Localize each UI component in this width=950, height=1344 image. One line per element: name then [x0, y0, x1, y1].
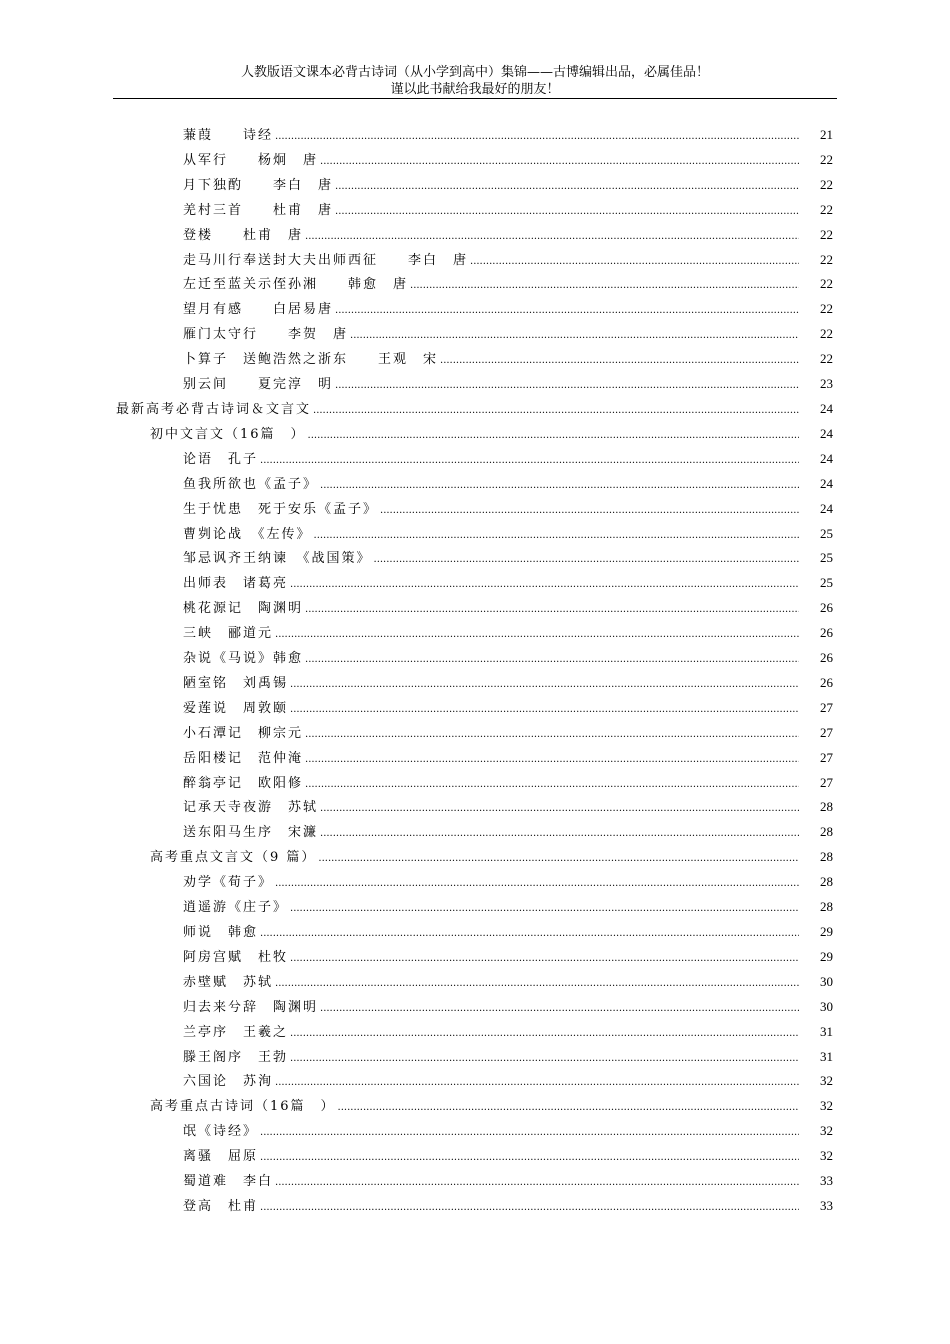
toc-entry-page-number: 24 [820, 400, 833, 416]
toc-dot-leader [305, 604, 799, 615]
toc-entry-page-number: 22 [820, 176, 833, 192]
toc-dot-leader [335, 380, 799, 391]
toc-entry[interactable] [113, 921, 837, 946]
toc-dot-leader [320, 156, 799, 167]
toc-entry[interactable] [113, 1046, 837, 1071]
toc-entry[interactable] [113, 896, 837, 921]
toc-entry[interactable] [113, 1070, 837, 1095]
toc-dot-leader [275, 978, 799, 989]
toc-entry-page-number: 27 [820, 774, 833, 790]
toc-entry-page-number: 22 [820, 326, 833, 342]
toc-dot-leader [290, 704, 799, 715]
toc-entry-page-number: 32 [820, 1073, 833, 1089]
toc-entry-page-number: 27 [820, 749, 833, 765]
toc-entry[interactable] [113, 622, 837, 647]
toc-entry[interactable] [113, 1145, 837, 1170]
toc-entry-title: 桃花源记 陶渊明 [183, 601, 304, 617]
toc-entry-title: 望月有感 白居易唐 [183, 302, 334, 318]
toc-entry-page-number: 22 [820, 251, 833, 267]
toc-entry-page-number: 22 [820, 226, 833, 242]
toc-entry[interactable] [113, 647, 837, 672]
toc-entry[interactable] [113, 722, 837, 747]
toc-dot-leader [275, 131, 799, 142]
toc-entry[interactable] [113, 398, 837, 423]
toc-entry[interactable] [113, 423, 837, 448]
toc-entry[interactable] [113, 1021, 837, 1046]
toc-entry[interactable] [113, 124, 837, 149]
toc-entry[interactable] [113, 373, 837, 398]
toc-entry[interactable] [113, 1120, 837, 1145]
toc-entry[interactable] [113, 298, 837, 323]
toc-entry[interactable] [113, 796, 837, 821]
toc-dot-leader [410, 280, 799, 291]
toc-dot-leader [290, 679, 799, 690]
toc-dot-leader [275, 1077, 799, 1088]
toc-entry-page-number: 22 [820, 151, 833, 167]
toc-entry-title: 高考重点古诗词（16篇 ） [150, 1099, 336, 1115]
toc-entry-page-number: 31 [820, 1023, 833, 1039]
toc-entry-page-number: 25 [820, 575, 833, 591]
toc-dot-leader [338, 1102, 799, 1113]
toc-entry-page-number: 23 [820, 376, 833, 392]
toc-entry-title: 出师表 诸葛亮 [183, 576, 289, 592]
toc-entry[interactable] [113, 846, 837, 871]
toc-dot-leader [335, 206, 799, 217]
toc-entry[interactable] [113, 597, 837, 622]
toc-entry-title: 邹忌讽齐王纳谏 《战国策》 [183, 551, 372, 567]
toc-entry-title: 爱莲说 周敦颐 [183, 700, 289, 716]
toc-entry[interactable] [113, 348, 837, 373]
toc-dot-leader [440, 355, 799, 366]
toc-dot-leader [305, 231, 799, 242]
toc-entry[interactable] [113, 871, 837, 896]
toc-dot-leader [260, 928, 799, 939]
toc-entry[interactable] [113, 1195, 837, 1220]
toc-entry-title: 阿房宫赋 杜牧 [183, 949, 289, 965]
toc-entry-page-number: 24 [820, 425, 833, 441]
toc-entry-title: 从军行 杨炯 唐 [183, 152, 319, 168]
toc-entry-title: 滕王阁序 王勃 [183, 1049, 289, 1065]
toc-dot-leader [320, 1003, 799, 1014]
toc-entry-title: 师说 韩愈 [183, 925, 259, 940]
toc-entry-title: 初中文言文（16篇 ） [150, 426, 306, 442]
toc-entry-title: 卜算子 送鲍浩然之浙东 王观 宋 [183, 352, 439, 368]
toc-entry-page-number: 27 [820, 724, 833, 740]
toc-entry-title: 高考重点文言文（9 篇） [150, 850, 317, 866]
toc-entry-page-number: 22 [820, 351, 833, 367]
toc-entry-title: 蜀道难 李白 [183, 1174, 274, 1190]
toc-entry[interactable] [113, 224, 837, 249]
toc-entry[interactable] [113, 971, 837, 996]
toc-entry-title: 羌村三首 杜甫 唐 [183, 202, 334, 218]
toc-entry[interactable] [113, 174, 837, 199]
header-rule [113, 98, 837, 99]
toc-entry-page-number: 24 [820, 475, 833, 491]
toc-entry-page-number: 33 [820, 1173, 833, 1189]
toc-dot-leader [320, 803, 799, 814]
toc-entry-title: 陋室铭 刘禹锡 [183, 675, 289, 691]
page-header [113, 64, 837, 98]
toc-entry-title: 蒹葭 诗经 [183, 128, 274, 143]
toc-entry-page-number: 27 [820, 699, 833, 715]
toc-entry-title: 三峡 郦道元 [183, 626, 274, 642]
toc-entry-title: 兰亭序 王羲之 [183, 1024, 289, 1040]
toc-entry[interactable] [113, 448, 837, 473]
toc-dot-leader [320, 480, 799, 491]
toc-entry[interactable] [113, 747, 837, 772]
toc-dot-leader [290, 1053, 799, 1064]
toc-dot-leader [314, 530, 799, 541]
toc-dot-leader [335, 305, 799, 316]
toc-entry[interactable] [113, 996, 837, 1021]
toc-dot-leader [305, 754, 799, 765]
toc-entry-page-number: 28 [820, 824, 833, 840]
toc-entry-title: 鱼我所欲也《孟子》 [183, 476, 319, 492]
toc-entry-title: 逍遥游《庄子》 [183, 900, 289, 916]
toc-entry-page-number: 25 [820, 550, 833, 566]
toc-dot-leader [380, 505, 799, 516]
toc-entry-title: 别云间 夏完淳 明 [183, 377, 334, 393]
toc-entry[interactable] [113, 821, 837, 846]
toc-entry-page-number: 21 [820, 127, 833, 142]
toc-entry-page-number: 28 [820, 899, 833, 915]
toc-dot-leader [290, 953, 799, 964]
toc-dot-leader [290, 903, 799, 914]
toc-dot-leader [275, 629, 799, 640]
toc-entry-page-number: 28 [820, 799, 833, 815]
toc-entry-page-number: 30 [820, 998, 833, 1014]
toc-entry-title: 生于忧患 死于安乐《孟子》 [183, 501, 379, 517]
toc-entry-page-number: 32 [820, 1098, 833, 1114]
toc-entry[interactable] [113, 199, 837, 224]
toc-entry[interactable] [113, 498, 837, 523]
toc-entry-page-number: 30 [820, 973, 833, 989]
toc-entry-title: 雁门太守行 李贺 唐 [183, 327, 349, 343]
toc-entry-title: 走马川行奉送封大夫出师西征 李白 唐 [183, 252, 469, 268]
toc-entry-page-number: 22 [820, 276, 833, 292]
toc-entry[interactable] [113, 273, 837, 298]
toc-dot-leader [290, 1028, 799, 1039]
toc-entry-page-number: 24 [820, 450, 833, 466]
toc-entry[interactable] [113, 547, 837, 572]
toc-entry[interactable] [113, 946, 837, 971]
toc-entry-page-number: 32 [820, 1123, 833, 1139]
table-of-contents [113, 124, 837, 1220]
toc-entry[interactable] [113, 473, 837, 498]
toc-dot-leader [305, 729, 799, 740]
toc-entry-page-number: 31 [820, 1048, 833, 1064]
toc-entry-title: 六国论 苏洵 [183, 1074, 274, 1090]
header-line-1: 人教版语文课本必背古诗词（从小学到高中）集锦——古博编辑出品，必属佳品！ [240, 65, 709, 80]
toc-entry[interactable] [113, 323, 837, 348]
toc-dot-leader [305, 654, 799, 665]
toc-dot-leader [335, 181, 799, 192]
toc-dot-leader [305, 779, 799, 790]
toc-entry-title: 左迁至蓝关示侄孙湘 韩愈 唐 [183, 277, 409, 293]
toc-dot-leader [290, 579, 799, 590]
toc-dot-leader [260, 455, 799, 466]
toc-entry-page-number: 32 [820, 1148, 833, 1164]
toc-entry-title: 醉翁亭记 欧阳修 [183, 775, 304, 791]
toc-entry[interactable] [113, 149, 837, 174]
toc-entry-title: 归去来兮辞 陶渊明 [183, 999, 319, 1015]
toc-entry-title: 送东阳马生序 宋濂 [183, 825, 319, 841]
toc-entry-title: 离骚 屈原 [183, 1149, 259, 1165]
toc-dot-leader [350, 330, 799, 341]
toc-entry-page-number: 24 [820, 500, 833, 516]
toc-entry-title: 岳阳楼记 范仲淹 [183, 750, 304, 766]
toc-entry-page-number: 26 [820, 650, 833, 666]
toc-entry-page-number: 28 [820, 849, 833, 865]
toc-entry-title: 登高 杜甫 [183, 1198, 259, 1214]
toc-entry-title: 登楼 杜甫 唐 [183, 227, 304, 243]
toc-dot-leader [275, 878, 799, 889]
toc-dot-leader [260, 1127, 799, 1138]
toc-entry-title: 曹刿论战 《左传》 [183, 526, 312, 542]
toc-entry-page-number: 26 [820, 625, 833, 641]
toc-entry[interactable] [113, 672, 837, 697]
toc-entry-title: 杂说《马说》韩愈 [183, 651, 304, 667]
toc-entry[interactable] [113, 1095, 837, 1120]
toc-dot-leader [313, 405, 799, 416]
toc-entry[interactable] [113, 249, 837, 274]
header-line-2: 谨以此书献给我最好的朋友！ [390, 82, 560, 97]
toc-entry[interactable] [113, 772, 837, 797]
toc-entry-page-number: 33 [820, 1197, 833, 1213]
toc-dot-leader [275, 1177, 799, 1188]
toc-dot-leader [260, 1202, 799, 1213]
toc-entry[interactable] [113, 697, 837, 722]
toc-entry-page-number: 26 [820, 674, 833, 690]
toc-entry-page-number: 22 [820, 201, 833, 217]
toc-dot-leader [470, 256, 799, 267]
toc-entry-page-number: 22 [820, 301, 833, 317]
toc-entry-title: 劝学《荀子》 [183, 875, 274, 891]
toc-entry-page-number: 26 [820, 600, 833, 616]
toc-entry[interactable] [113, 1170, 837, 1195]
toc-entry-page-number: 28 [820, 874, 833, 890]
toc-dot-leader [260, 1152, 799, 1163]
toc-entry-title: 论语 孔子 [183, 451, 259, 467]
toc-entry-page-number: 25 [820, 525, 833, 541]
toc-entry-page-number: 29 [820, 948, 833, 964]
toc-dot-leader [320, 828, 799, 839]
toc-entry-title: 记承天寺夜游 苏轼 [183, 800, 319, 816]
toc-entry-title: 氓《诗经》 [183, 1124, 259, 1140]
toc-entry-title: 小石潭记 柳宗元 [183, 725, 304, 741]
toc-entry-title: 赤壁赋 苏轼 [183, 974, 274, 990]
toc-dot-leader [318, 853, 799, 864]
toc-entry-page-number: 29 [820, 924, 833, 939]
toc-entry-title: 月下独酌 李白 唐 [183, 177, 334, 193]
toc-entry[interactable] [113, 572, 837, 597]
toc-entry-title: 最新高考必背古诗词＆文言文 [116, 401, 312, 417]
toc-dot-leader [374, 554, 799, 565]
toc-entry[interactable] [113, 523, 837, 548]
toc-dot-leader [308, 430, 799, 441]
